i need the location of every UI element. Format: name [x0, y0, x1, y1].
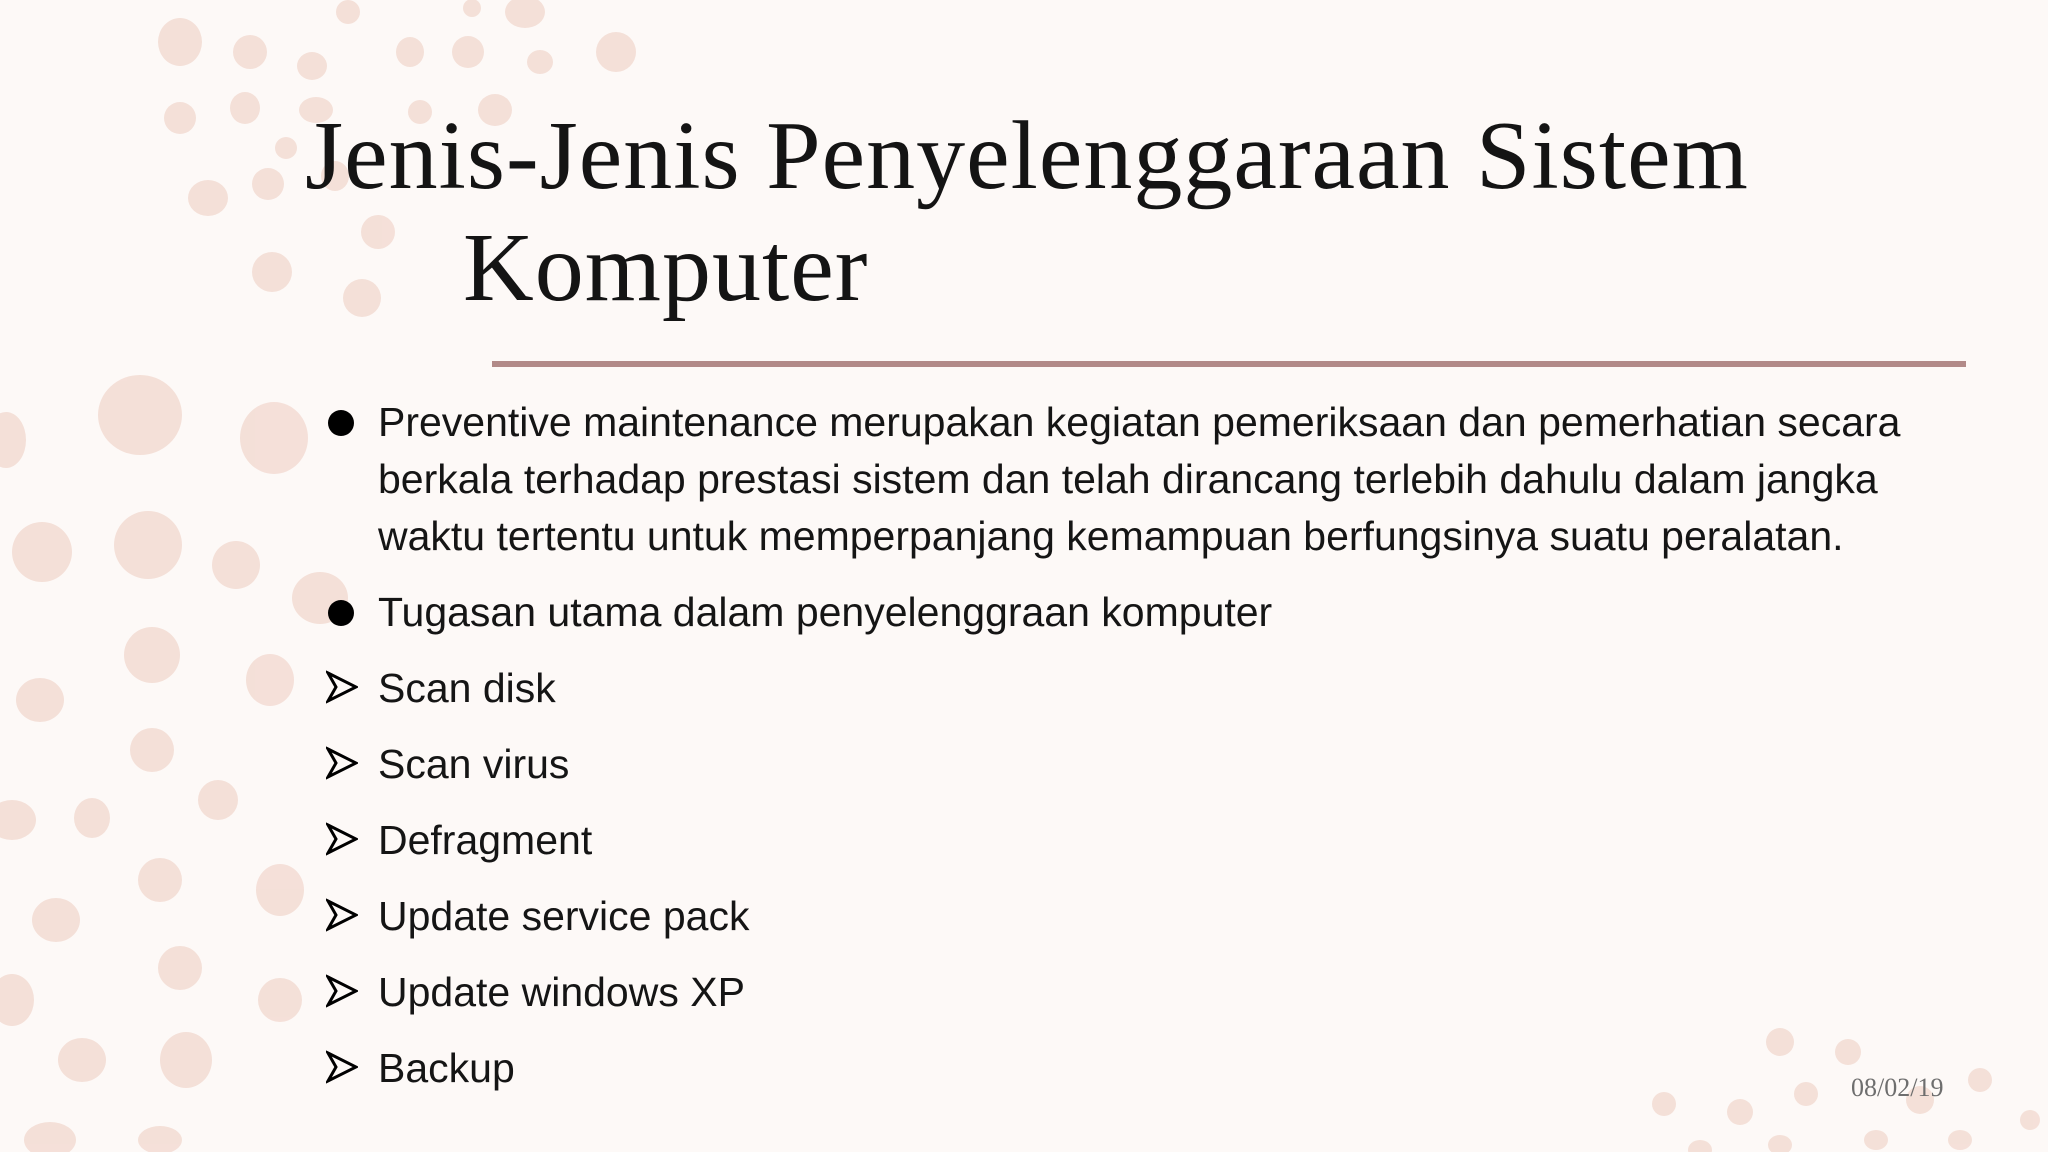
slide-title: [305, 100, 1749, 324]
bullet-item: [322, 964, 1962, 1021]
title-divider: [492, 361, 1966, 367]
arrow-bullet-icon: [326, 670, 358, 704]
bullet-item: [322, 660, 1962, 717]
filled-circle-bullet-icon: [328, 410, 354, 436]
bullet-text: Scan virus: [378, 741, 570, 787]
arrow-bullet-icon: [326, 822, 358, 856]
bullet-text: Tugasan utama dalam penyelenggraan komputer: [378, 589, 1273, 635]
bullet-text: Preventive maintenance merupakan kegiatan pemeriksaan dan pemerhatian secara berkala terhadap prestasi sistem dan telah dirancang terlebih dahulu dalam jangka waktu tertentu untuk memperpanjang kemampuan berfungsinya suatu peralatan.: [378, 399, 1901, 559]
bullet-item: [322, 1040, 1962, 1097]
bullet-item: [322, 584, 1962, 641]
bullet-item: [322, 888, 1962, 945]
arrow-bullet-icon: [326, 974, 358, 1008]
bullet-text: Backup: [378, 1045, 515, 1091]
bullet-item: [322, 812, 1962, 869]
bullet-text: Update service pack: [378, 893, 750, 939]
filled-circle-bullet-icon: [328, 600, 354, 626]
bullet-list: [322, 394, 1962, 1116]
bullet-item: [322, 394, 1962, 565]
bullet-text: Defragment: [378, 817, 593, 863]
arrow-bullet-icon: [326, 1050, 358, 1084]
slide-title-line-2: Komputer: [463, 214, 869, 322]
slide-title-line-1: Jenis-Jenis Penyelenggaraan Sistem: [305, 102, 1749, 210]
arrow-bullet-icon: [326, 746, 358, 780]
bullet-text: Update windows XP: [378, 969, 745, 1015]
slide-date: 08/02/19: [1851, 1073, 1944, 1102]
bullet-item: [322, 736, 1962, 793]
arrow-bullet-icon: [326, 898, 358, 932]
bullet-text: Scan disk: [378, 665, 556, 711]
